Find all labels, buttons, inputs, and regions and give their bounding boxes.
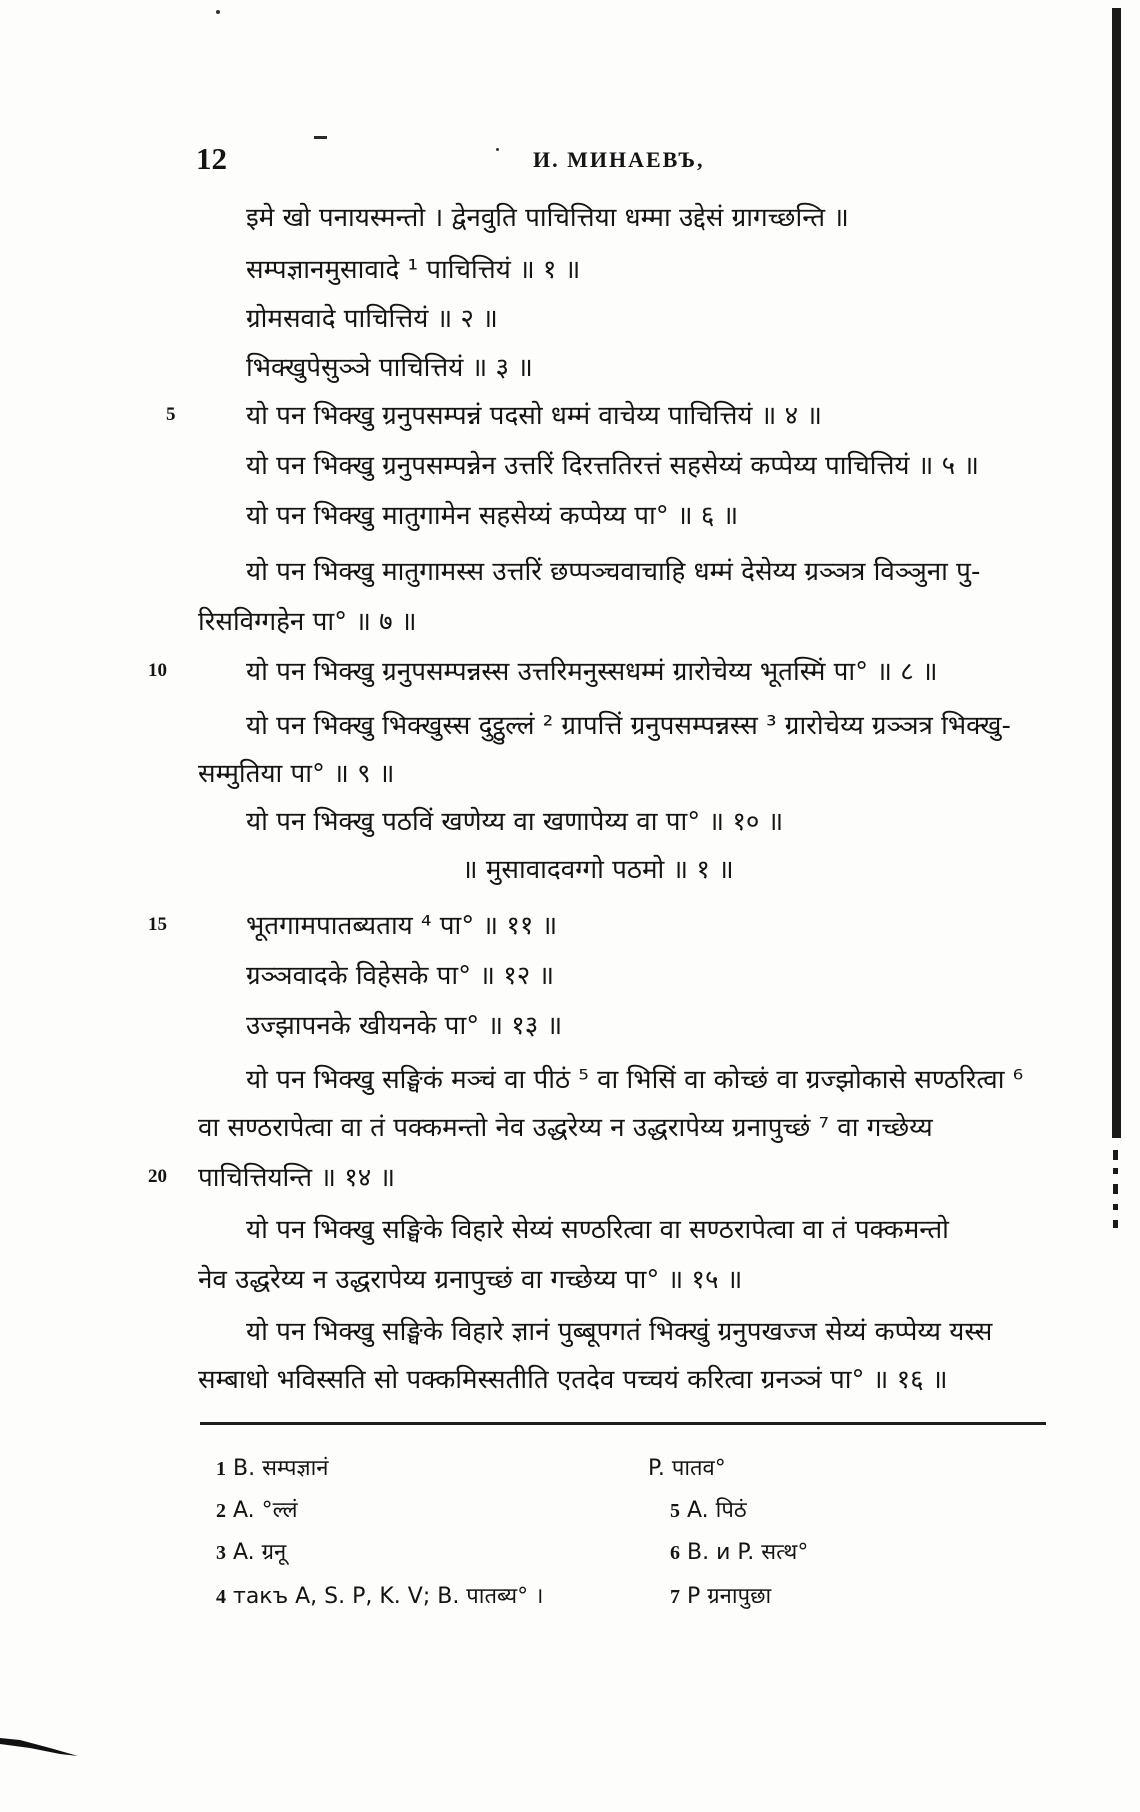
footnote-mark: 1 — [216, 1458, 226, 1480]
line-number: 5 — [166, 404, 176, 425]
line-number: 15 — [148, 914, 167, 935]
text-line: यो पन भिक्खु मातुगामस्स उत्तरिं छप्पञ्चवाचाहि धम्मं देसेय्य ग्रञ्ञत्र विञ्ञुना पु- — [246, 557, 981, 587]
print-speck — [216, 10, 220, 14]
page-edge-dash — [1113, 1168, 1118, 1174]
page-edge-dash — [1113, 1220, 1118, 1228]
line-number: 10 — [148, 660, 167, 681]
footnote — [216, 1452, 328, 1482]
footnote-mark: 6 — [670, 1542, 680, 1564]
text-line: यो पन भिक्खु ग्रनुपसम्पन्नं पदसो धम्मं वाचेय्य पाचित्तियं ॥ ४ ॥ — [246, 401, 822, 431]
print-speck — [496, 148, 499, 151]
text-line: भिक्खुपेसुञ्ञे पाचित्तियं ॥ ३ ॥ — [246, 353, 533, 383]
text-line: सम्पज्ञानमुसावादे ¹ पाचित्तियं ॥ १ ॥ — [246, 255, 581, 285]
text-line: यो पन भिक्खु ग्रनुपसम्पन्नस्स उत्तरिमनुस्सधम्मं ग्रारोचेय्य भूतस्मिं पा° ॥ ८ ॥ — [246, 657, 938, 687]
text-line: यो पन भिक्खु मातुगामेन सहसेय्यं कप्पेय्य पा° ॥ ६ ॥ — [246, 501, 739, 531]
text-line: यो पन भिक्खु सङ्घिके विहारे ज्ञानं पुब्बूपगतं भिक्खुं ग्रनुपखज्ज सेय्यं कप्पेय्य यस्स — [246, 1317, 993, 1347]
text-line: यो पन भिक्खु सङ्घिके विहारे सेय्यं सण्ठरित्वा वा सण्ठरापेत्वा वा तं पक्कमन्तो — [246, 1215, 949, 1245]
footnote — [648, 1452, 726, 1482]
footnote — [216, 1536, 286, 1566]
text-line: इमे खो पनायस्मन्तो । द्वेनवुति पाचित्तिया धम्मा उद्देसं ग्रागच्छन्ति ॥ — [246, 203, 849, 233]
footnote-mark: 3 — [216, 1542, 226, 1564]
section-heading: ॥ मुसावादवग्गो पठमो ॥ १ ॥ — [462, 855, 734, 885]
text-line: यो पन भिक्खु ग्रनुपसम्पन्नेन उत्तरिं दिरत्ततिरत्तं सहसेय्यं कप्पेय्य पाचित्तियं ॥ ५ ॥ — [246, 451, 979, 481]
footnote-text: P. पातव° — [648, 1456, 726, 1481]
footnote-mark: 2 — [216, 1500, 226, 1522]
text-line: यो पन भिक्खु पठविं खणेय्य वा खणापेय्य वा पा° ॥ १० ॥ — [246, 807, 784, 837]
footnote-text: B. सम्पज्ञानं — [233, 1456, 329, 1481]
text-line: उज्झापनके खीयनके पा° ॥ १३ ॥ — [246, 1011, 563, 1041]
footnote-text: A. पिठं — [687, 1498, 747, 1523]
footnote — [216, 1580, 544, 1610]
running-head: И. МИНАЕВЪ, — [533, 147, 705, 172]
text-line: सम्मुतिया पा° ॥ ९ ॥ — [198, 759, 395, 789]
page-edge-dash — [1113, 1150, 1118, 1160]
footnote — [670, 1536, 808, 1566]
text-line: नेव उद्धरेय्य न उद्धरापेय्य ग्रनापुच्छं वा गच्छेय्य पा° ॥ १५ ॥ — [198, 1265, 743, 1295]
line-number: 20 — [148, 1166, 167, 1187]
footnote-text: B. и P. सत्थ° — [687, 1540, 809, 1565]
scan-artifact — [0, 1734, 80, 1758]
page-edge-dash — [1113, 1184, 1118, 1194]
print-mark — [314, 136, 327, 139]
footnote-text: A. °ल्लं — [233, 1498, 298, 1523]
footnote-mark: 7 — [670, 1586, 680, 1608]
footnote-rule — [200, 1422, 1046, 1425]
footnote — [670, 1580, 771, 1610]
footnote — [216, 1494, 298, 1524]
text-line: भूतगामपातब्यताय ⁴ पा° ॥ ११ ॥ — [246, 911, 558, 941]
page-number: 12 — [196, 141, 227, 176]
footnote-text: P ग्रनापुछा — [687, 1584, 772, 1609]
text-line: वा सण्ठरापेत्वा वा तं पक्कमन्तो नेव उद्धरेय्य न उद्धरापेय्य ग्रनापुच्छं ⁷ वा गच्छेय्य — [198, 1113, 933, 1143]
footnote — [670, 1494, 747, 1524]
text-line: पाचित्तियन्ति ॥ १४ ॥ — [198, 1163, 396, 1193]
footnote-text: такъ A, S. P, K. V; B. पातब्य° । — [233, 1584, 544, 1609]
text-line: सम्बाधो भविस्सति सो पक्कमिस्सतीति एतदेव पच्चयं करित्वा ग्रनञ्ञं पा° ॥ १६ ॥ — [198, 1365, 948, 1395]
text-line: ग्रोमसवादे पाचित्तियं ॥ २ ॥ — [246, 304, 498, 334]
page-edge-shadow — [1112, 8, 1121, 1138]
footnote-mark: 4 — [216, 1586, 226, 1608]
text-line: रिसविग्गहेन पा° ॥ ७ ॥ — [198, 607, 417, 637]
text-line: यो पन भिक्खु सङ्घिकं मञ्चं वा पीठं ⁵ वा भिसिं वा कोच्छं वा ग्रज्झोकासे सण्ठरित्वा ⁶ — [246, 1065, 1024, 1095]
text-line: ग्रञ्ञवादके विहेसके पा° ॥ १२ ॥ — [246, 961, 555, 991]
page-edge-dash — [1113, 1204, 1118, 1210]
footnote-mark: 5 — [670, 1500, 680, 1522]
footnote-text: A. ग्रनू — [233, 1540, 287, 1565]
text-line: यो पन भिक्खु भिक्खुस्स दुट्ठुल्लं ² ग्रापत्तिं ग्रनुपसम्पन्नस्स ³ ग्रारोचेय्य ग्रञ्ञत्र भिक्खु- — [246, 711, 1011, 741]
